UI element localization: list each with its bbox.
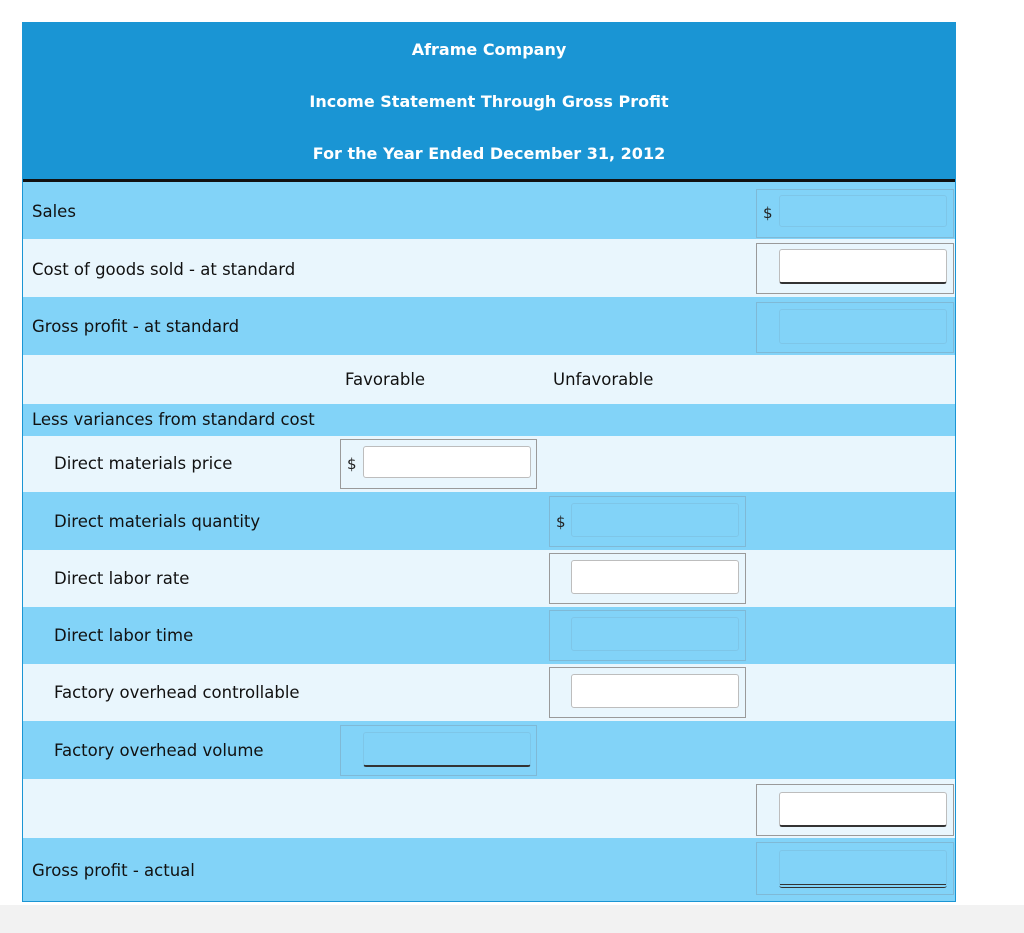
row-label-dl-time: Direct labor time [54,626,194,645]
gross-profit-standard-input[interactable] [779,309,947,344]
row-dl-rate [23,550,955,607]
dm-price-dollar-sign: $ [347,455,357,473]
dm-quantity-unfavorable-input[interactable] [571,503,739,537]
row-label-gross-profit-actual: Gross profit - actual [32,861,195,880]
row-label-less-variances: Less variances from standard cost [32,410,315,429]
row-column-headings [23,355,955,404]
statement-title: Income Statement Through Gross Profit [309,92,669,111]
row-label-foh-volume: Factory overhead volume [54,741,264,760]
gross-profit-actual-input[interactable] [779,850,947,888]
row-less-variances [23,404,955,436]
row-label-sales: Sales [32,202,76,221]
row-dl-time [23,607,955,664]
row-dm-price [23,436,955,492]
statement-header [23,23,955,182]
row-foh-volume [23,721,955,779]
foh-controllable-unfavorable-input[interactable] [571,674,739,708]
row-label-dm-price: Direct materials price [54,454,233,473]
dl-rate-unfavorable-input[interactable] [571,560,739,594]
dm-price-favorable-input[interactable] [363,446,531,478]
row-gross-profit-standard [23,297,955,355]
row-label-cogs: Cost of goods sold - at standard [32,260,296,279]
cogs-input[interactable] [779,249,947,284]
foh-volume-favorable-input[interactable] [363,732,531,767]
row-foh-controllable [23,664,955,721]
row-dm-quantity [23,492,955,550]
row-gross-profit-actual [23,838,955,901]
row-label-gross-profit-standard: Gross profit - at standard [32,317,240,336]
row-cogs [23,239,955,297]
income-statement [22,22,956,902]
column-heading-favorable: Favorable [345,370,426,389]
row-sales [23,182,955,239]
row-total-variances [23,779,955,838]
statement-period: For the Year Ended December 31, 2012 [312,144,666,163]
row-label-foh-controllable: Factory overhead controllable [54,683,300,702]
row-label-dm-quantity: Direct materials quantity [54,512,261,531]
total-variances-input[interactable] [779,792,947,827]
sales-dollar-sign: $ [763,204,773,222]
column-heading-unfavorable: Unfavorable [553,370,654,389]
dm-quantity-dollar-sign: $ [556,513,566,531]
dl-time-unfavorable-input[interactable] [571,617,739,651]
row-label-dl-rate: Direct labor rate [54,569,190,588]
page-footer-strip [0,905,1024,933]
sales-input[interactable] [779,195,947,227]
company-name: Aframe Company [411,40,567,59]
